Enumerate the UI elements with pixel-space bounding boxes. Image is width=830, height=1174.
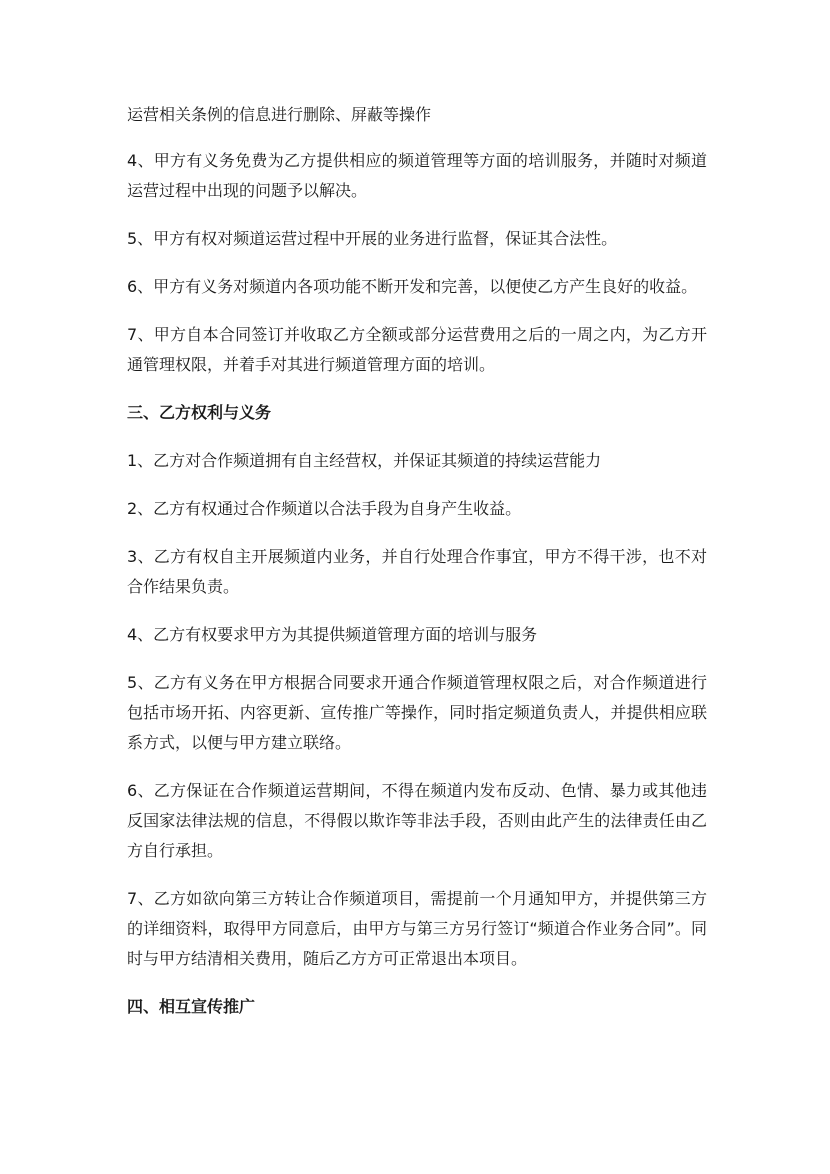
party-b-item-3: 3、乙方有权自主开展频道内业务，并自行处理合作事宜，甲方不得干涉，也不对合作结果负责。 <box>127 547 707 596</box>
party-b-item-2: 2、乙方有权通过合作频道以合法手段为自身产生收益。 <box>127 499 522 518</box>
party-b-item-1: 1、乙方对合作频道拥有自主经营权，并保证其频道的持续运营能力 <box>127 451 602 470</box>
party-b-item-4: 4、乙方有权要求甲方为其提供频道管理方面的培训与服务 <box>127 625 538 644</box>
continuation-paragraph: 运营相关条例的信息进行删除、屏蔽等操作 <box>127 105 432 124</box>
section-4-heading: 四、相互宣传推广 <box>127 997 256 1016</box>
party-b-item-5: 5、乙方有义务在甲方根据合同要求开通合作频道管理权限之后，对合作频道进行包括市场开拓、内容更新、宣传推广等操作，同时指定频道负责人，并提供相应联系方式，以便与甲方建立联络。 <box>127 673 707 752</box>
party-b-item-6: 6、乙方保证在合作频道运营期间，不得在频道内发布反动、色情、暴力或其他违反国家法律法规的信息，不得假以欺诈等非法手段，否则由此产生的法律责任由乙方自行承担。 <box>127 781 707 860</box>
party-a-item-7: 7、甲方自本合同签订并收取乙方全额或部分运营费用之后的一周之内，为乙方开通管理权限，并着手对其进行频道管理方面的培训。 <box>127 325 707 374</box>
party-a-item-5: 5、甲方有权对频道运营过程中开展的业务进行监督，保证其合法性。 <box>127 229 618 248</box>
party-a-item-4: 4、甲方有义务免费为乙方提供相应的频道管理等方面的培训服务，并随时对频道运营过程中出现的问题予以解决。 <box>127 151 707 200</box>
party-b-item-7: 7、乙方如欲向第三方转让合作频道项目，需提前一个月通知甲方，并提供第三方的详细资料，取得甲方同意后，由甲方与第三方另行签订“频道合作业务合同”。同时与甲方结清相关费用，随后乙方方可正常退出本项目。 <box>127 889 707 968</box>
document-body <box>127 100 707 1040</box>
section-3-heading: 三、乙方权利与义务 <box>127 403 272 422</box>
party-a-item-6: 6、甲方有义务对频道内各项功能不断开发和完善，以便使乙方产生良好的收益。 <box>127 277 698 296</box>
